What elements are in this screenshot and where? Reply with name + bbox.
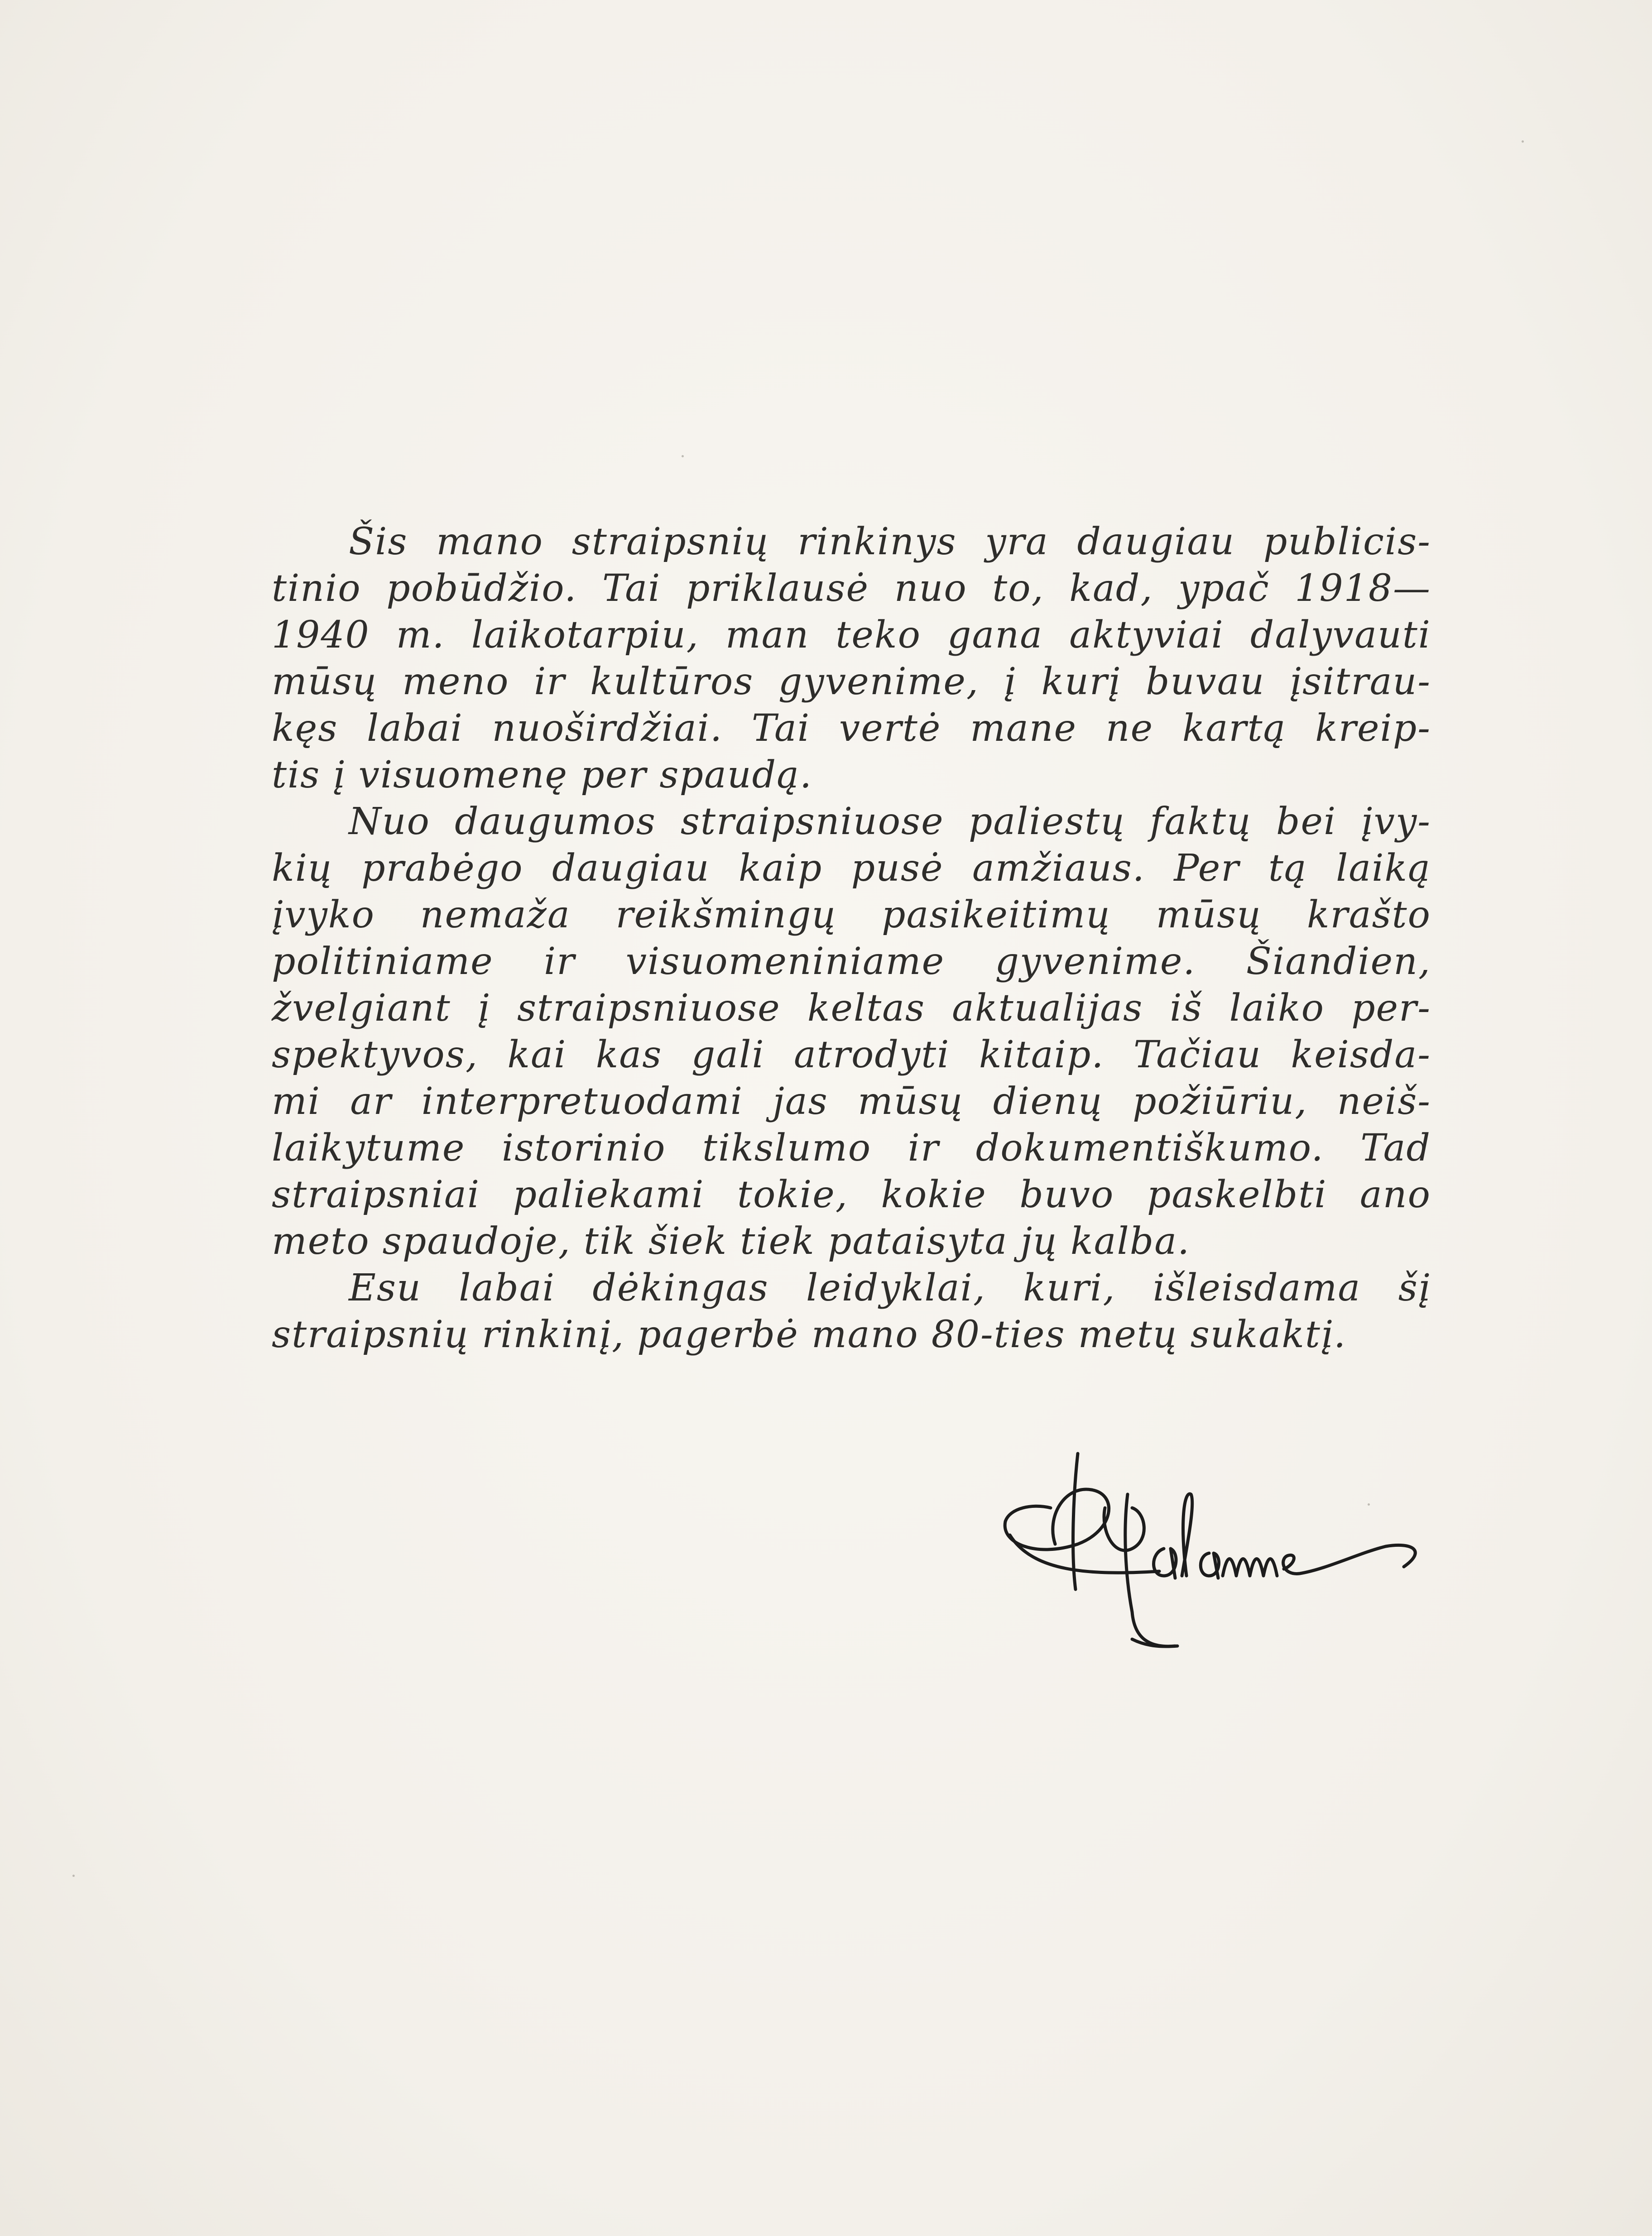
text-line: spektyvos, kai kas gali atrodyti kitaip. Tačiau keisda- xyxy=(272,1033,1431,1076)
text-line: laikytume istorinio tikslumo ir dokumentiškumo. Tad xyxy=(272,1127,1431,1170)
text-line: kių prabėgo daugiau kaip pusė amžiaus. Per tą laiką xyxy=(272,847,1431,890)
paper-speck xyxy=(72,1875,75,1877)
paper-speck xyxy=(1368,1503,1370,1506)
handwritten-signature xyxy=(996,1440,1440,1675)
text-line: politiniame ir visuomeniniame gyvenime. Šiandien, xyxy=(272,940,1431,983)
text-line: straipsniai paliekami tokie, kokie buvo paskelbti ano xyxy=(272,1173,1431,1216)
text-line: Šis mano straipsnių rinkinys yra daugiau publicis- xyxy=(349,520,1431,563)
text-line: žvelgiant į straipsniuose keltas aktualijas iš laiko per- xyxy=(272,987,1431,1030)
paragraph-3 xyxy=(272,1265,1431,1358)
preface-text xyxy=(272,518,1431,1358)
text-line: Nuo daugumos straipsniuose paliestų faktų bei įvy- xyxy=(349,800,1431,843)
paper-speck xyxy=(682,455,684,457)
text-line: straipsnių rinkinį, pagerbė mano 80-ties metų sukaktį. xyxy=(272,1313,1347,1356)
text-line: mūsų meno ir kultūros gyvenime, į kurį buvau įsitrau- xyxy=(272,660,1431,703)
text-line: mi ar interpretuodami jas mūsų dienų požiūriu, neiš- xyxy=(272,1080,1431,1123)
text-line: įvyko nemaža reikšmingų pasikeitimų mūsų krašto xyxy=(272,893,1431,936)
text-line: Esu labai dėkingas leidyklai, kuri, išleisdama šį xyxy=(349,1267,1431,1310)
text-line: tinio pobūdžio. Tai priklausė nuo to, kad, ypač 1918— xyxy=(272,567,1431,610)
text-line: 1940 m. laikotarpiu, man teko gana aktyviai dalyvauti xyxy=(272,614,1431,657)
text-line: kęs labai nuoširdžiai. Tai vertė mane ne kartą kreip- xyxy=(272,707,1431,750)
text-line: meto spaudoje, tik šiek tiek pataisyta jų kalba. xyxy=(272,1220,1191,1263)
paper-speck xyxy=(1522,140,1524,143)
text-line: tis į visuomenę per spaudą. xyxy=(272,753,813,797)
paragraph-1 xyxy=(272,518,1431,798)
paragraph-2 xyxy=(272,798,1431,1265)
